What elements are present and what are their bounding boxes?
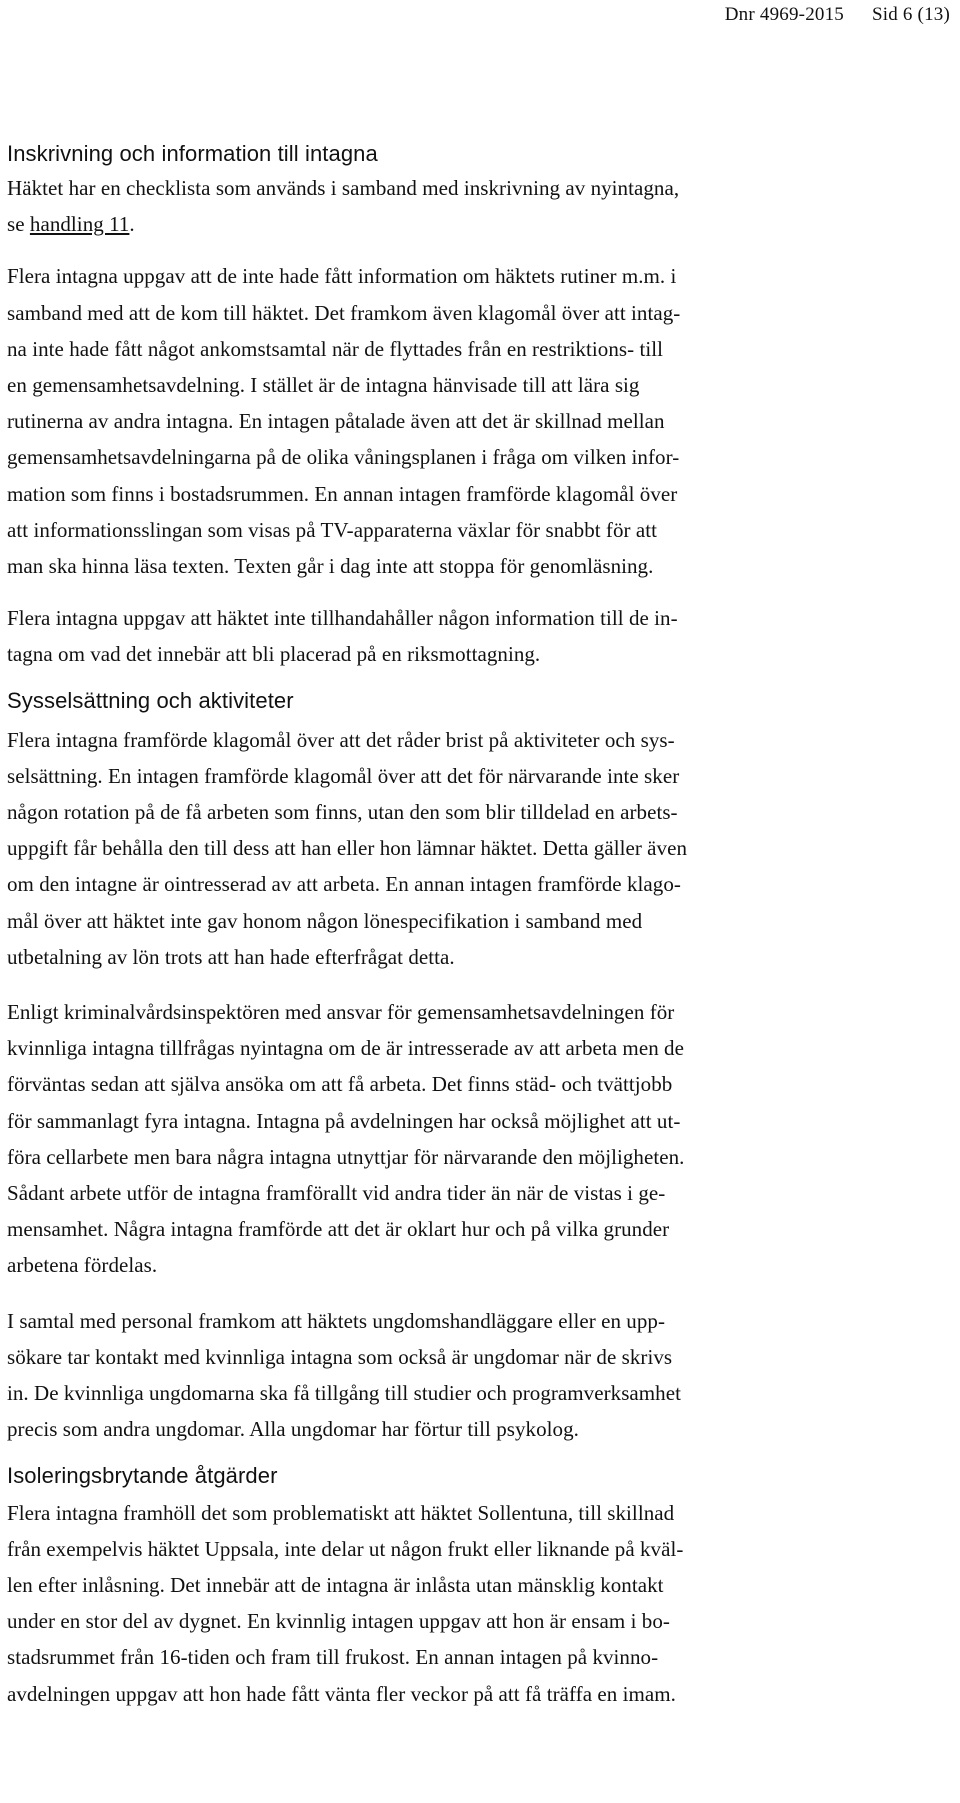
text-line: mensamhet. Några intagna framförde att det är oklart hur och på vilka grunder	[7, 1217, 670, 1242]
text-line: man ska hinna läsa texten. Texten går i dag inte att stoppa för genomläsning.	[7, 554, 654, 579]
document-body	[7, 140, 952, 1712]
paragraph-kriminalvardsinspektor	[7, 994, 952, 1284]
text-line: avdelningen uppgav att hon hade fått vänta fler veckor på att få träffa en imam.	[7, 1681, 676, 1706]
text-line: Flera intagna framförde klagomål över att det råder brist på aktiviteter och sys-	[7, 727, 675, 752]
text-line: selsättning. En intagen framförde klagomål över att det för närvarande inte sker	[7, 763, 680, 788]
page-header	[725, 4, 950, 26]
text-line: samband med att de kom till häktet. Det framkom även klagomål över att intag-	[7, 300, 681, 325]
text-line: Häktet har en checklista som används i samband med inskrivning av nyintagna,	[7, 176, 680, 200]
paragraph-ungdomar	[7, 1303, 952, 1448]
page-number: Sid 6 (13)	[872, 4, 950, 25]
handling-link[interactable]: handling 11	[29, 212, 130, 237]
text-line: len efter inlåsning. Det innebär att de intagna är inlåsta utan mänsklig kontakt	[7, 1572, 664, 1597]
text-line: Sådant arbete utför de intagna framförallt vid andra tider än när de vistas i ge-	[7, 1181, 666, 1206]
text-line: föra cellarbete men bara några intagna utnyttjar för närvarande den möjligheten.	[7, 1144, 685, 1169]
text-line: rutinerna av andra intagna. En intagen påtalade även att det är skillnad mellan	[7, 409, 665, 434]
text-line: utbetalning av lön trots att han hade efterfrågat detta.	[7, 944, 455, 969]
text-line: Flera intagna uppgav att de inte hade fått information om häktets rutiner m.m. i	[7, 264, 677, 289]
text-line: en gemensamhetsavdelning. I stället är de intagna hänvisade till att lära sig	[7, 373, 640, 398]
text-line: precis som andra ungdomar. Alla ungdomar har förtur till psykolog.	[7, 1417, 579, 1442]
text-line: tagna om vad det innebär att bli placerad på en riksmottagning.	[7, 642, 541, 667]
text-line: uppgift får behålla den till dess att han eller hon lämnar häktet. Detta gäller även	[7, 836, 688, 861]
text-line	[7, 206, 952, 242]
text-line: in. De kvinnliga ungdomarna ska få tillgång till studier och programverksamhet	[7, 1381, 681, 1406]
text-line: gemensamhetsavdelningarna på de olika våningsplanen i fråga om vilken infor-	[7, 445, 680, 470]
text-line: Enligt kriminalvårdsinspektören med ansvar för gemensamhetsavdelningen för	[7, 1000, 675, 1025]
text-line: na inte hade fått något ankomstsamtal när de flyttades från en restriktions- till	[7, 336, 664, 361]
text-line: mation som finns i bostadsrummen. En annan intagen framförde klagomål över	[7, 481, 678, 506]
text-line: Flera intagna framhöll det som problematiskt att häktet Sollentuna, till skillnad	[7, 1500, 675, 1525]
document-number: Dnr 4969-2015	[724, 4, 844, 25]
text-line: mål över att häktet inte gav honom någon lönespecifikation i samband med	[7, 908, 643, 933]
text-line: Flera intagna uppgav att häktet inte tillhandahåller någon information till de in-	[7, 606, 678, 631]
section-heading-isoleringsbrytande: Isoleringsbrytande åtgärder	[7, 1462, 278, 1488]
paragraph-aktiviteter	[7, 722, 952, 975]
text-line: från exempelvis häktet Uppsala, inte delar ut någon frukt eller liknande på kväl-	[7, 1536, 684, 1561]
text-line: arbetena fördelas.	[7, 1253, 158, 1278]
text-line: om den intagne är ointresserad av att arbeta. En annan intagen framförde klago-	[7, 872, 681, 897]
text-line: att informationsslingan som visas på TV-apparaterna växlar för snabbt för att	[7, 517, 658, 542]
text-line: sökare tar kontakt med kvinnliga intagna som också är ungdomar när de skrivs	[7, 1344, 673, 1369]
text-line: stadsrummet från 16-tiden och fram till frukost. En annan intagen på kvinno-	[7, 1645, 659, 1670]
text-line: förväntas sedan att själva ansöka om att få arbeta. Det finns städ- och tvättjobb	[7, 1072, 673, 1097]
section-heading-inskrivning: Inskrivning och information till intagna	[7, 141, 378, 166]
paragraph-information	[7, 258, 952, 584]
text-line: under en stor del av dygnet. En kvinnlig intagen uppgav att hon är ensam i bo-	[7, 1609, 670, 1634]
text-fragment: se	[7, 212, 30, 237]
paragraph-riksmottagning	[7, 600, 952, 672]
text-line: för sammanlagt fyra intagna. Intagna på avdelningen har också möjlighet att ut-	[7, 1108, 681, 1133]
text-line: någon rotation på de få arbeten som finns, utan den som blir tilldelad en arbets-	[7, 800, 678, 825]
paragraph-checklist	[7, 170, 952, 242]
text-fragment: .	[129, 212, 135, 237]
text-line: kvinnliga intagna tillfrågas nyintagna om de är intresserade av att arbeta men de	[7, 1036, 684, 1061]
section-heading-sysselsattning: Sysselsättning och aktiviteter	[7, 687, 294, 713]
paragraph-isolering	[7, 1495, 952, 1712]
text-line: I samtal med personal framkom att häktets ungdomshandläggare eller en upp-	[7, 1308, 665, 1333]
